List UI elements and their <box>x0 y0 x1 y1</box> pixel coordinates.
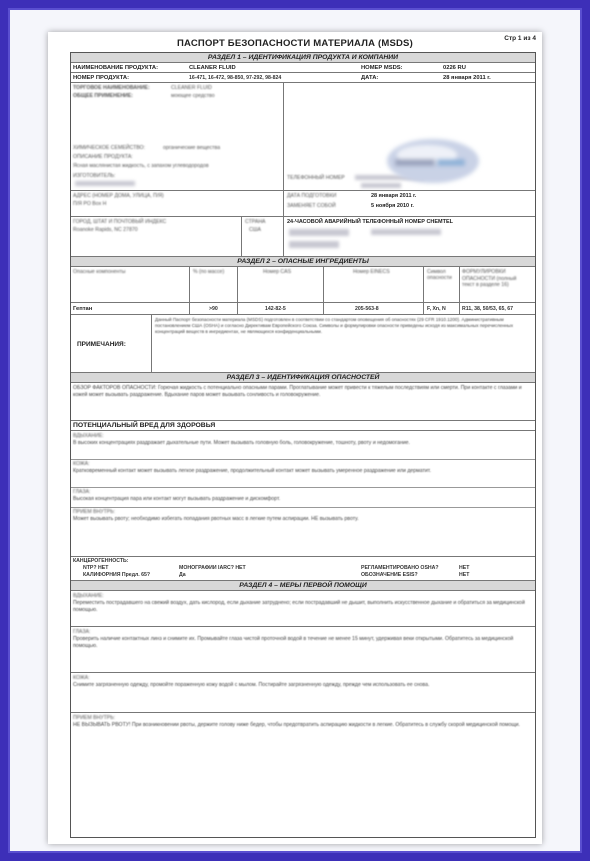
chem-family-value: органические вещества <box>163 145 221 151</box>
chem-family-label: ХИМИЧЕСКОЕ СЕМЕЙСТВО: <box>73 145 146 151</box>
section2-heading: РАЗДЕЛ 2 – ОПАСНЫЕ ИНГРЕДИЕНТЫ <box>71 257 535 267</box>
esis-value: НЕТ <box>459 572 470 578</box>
general-use-label: ОБЩЕЕ ПРИМЕНЕНИЕ: <box>73 93 133 99</box>
col-symbol: Символ опасности <box>427 269 452 281</box>
fa-skin-label: КОЖА: <box>73 675 90 681</box>
osha-label: РЕГЛАМЕНТИРОВАНО OSHA? <box>361 565 439 571</box>
msds-document <box>48 32 542 844</box>
msds-number-label: НОМЕР MSDS: <box>361 65 403 71</box>
california-label: КАЛИФОРНИЯ Предл. 65? <box>83 572 151 578</box>
fa-skin <box>71 673 535 713</box>
overview-text: ОБЗОР ФАКТОРОВ ОПАСНОСТИ: Горючая жидкость с потенциально опасными парами. Проглатывание может привести к тяжелым последствиям или смерти. При контакте с глазами и кожей может вызывать раздражение. Вдыхание паров может вызывать сонливость и головокружение. <box>73 385 522 398</box>
notes-label: ПРИМЕЧАНИЯ: <box>77 341 126 348</box>
carcinogenicity-label: КАНЦЕРОГЕННОСТЬ: <box>73 558 129 564</box>
health-heading: ПОТЕНЦИАЛЬНЫЙ ВРЕД ДЛЯ ЗДОРОВЬЯ <box>73 422 216 429</box>
ingredient-phrases: R11, 38, 50/53, 65, 67 <box>462 306 514 312</box>
california-value: Да <box>179 572 186 578</box>
fa-eyes-label: ГЛАЗА: <box>73 629 91 635</box>
prep-date-label: ДАТА ПОДГОТОВКИ <box>287 193 337 199</box>
fa-ingestion-text: НЕ ВЫЗЫВАТЬ РВОТУ! При возникновении рвоты, держите голову ниже бедер, чтобы предотвратить аспирацию жидкости в легкие. Обратитесь в службу скорой медицинской помощи. <box>73 722 520 728</box>
col-components: Опасные компоненты <box>73 269 126 275</box>
city-value: Roanoke Rapids, NC 27870 <box>73 227 138 233</box>
ingredient-einecs: 205-563-8 <box>355 306 379 312</box>
page-frame <box>10 10 580 851</box>
date-label: ДАТА: <box>361 75 379 81</box>
trade-name-label: ТОРГОВОЕ НАИМЕНОВАНИЕ: <box>73 85 150 91</box>
city-row <box>71 217 535 257</box>
eyes-text: Высокая концентрация пара или контакт могут вызывать раздражение и дискомфорт. <box>73 496 281 502</box>
iarc-label: МОНОГРАФИИ IARC? НЕТ <box>179 565 246 571</box>
notes-row <box>71 315 535 373</box>
address-row <box>71 191 535 217</box>
product-number-label: НОМЕР ПРОДУКТА: <box>73 75 130 81</box>
msds-table <box>70 52 536 838</box>
ingredient-symbol: F, Xn, N <box>427 306 446 312</box>
company-logo-icon <box>371 125 491 195</box>
document-title: ПАСПОРТ БЕЗОПАСНОСТИ МАТЕРИАЛА (MSDS) <box>177 38 413 49</box>
fa-ingestion <box>71 713 535 753</box>
fa-inhalation-text: Переместить пострадавшего на свежий воздух, дать кислород, если дыхание затруднено; если пострадавший не дышит, выполнить искусственное дыхание и обратиться за медицинской помощью. <box>73 600 525 613</box>
skin-label: КОЖА: <box>73 461 90 467</box>
date-value: 28 января 2011 г. <box>443 75 491 81</box>
fa-ingestion-label: ПРИЕМ ВНУТРЬ: <box>73 715 116 721</box>
ingredients-header <box>71 267 535 303</box>
ingestion-label: ПРИЕМ ВНУТРЬ: <box>73 509 116 515</box>
prep-date-value: 28 января 2011 г. <box>371 193 417 199</box>
fa-inhalation <box>71 591 535 627</box>
supersedes-label: ЗАМЕНЯЕТ СОБОЙ <box>287 203 336 209</box>
section4-heading: РАЗДЕЛ 4 – МЕРЫ ПЕРВОЙ ПОМОЩИ <box>71 581 535 591</box>
address-label: АДРЕС (НОМЕР ДОМА, УЛИЦА, П/Я) <box>73 193 164 199</box>
country-label: СТРАНА <box>245 219 266 225</box>
description-label: ОПИСАНИЕ ПРОДУКТА: <box>73 154 133 160</box>
fa-eyes <box>71 627 535 673</box>
col-einecs: Номер EINECS <box>353 269 390 275</box>
general-use-value: моющее средство <box>171 93 215 99</box>
skin-text: Кратковременный контакт может вызывать легкое раздражение, продолжительный контакт может вызывать умеренное раздражение или дерматит. <box>73 468 432 474</box>
fa-skin-text: Снимите загрязненную одежду, промойте пораженную кожу водой с мылом. Постирайте загрязненную одежду, прежде чем использовать ее снова. <box>73 682 430 688</box>
ntp-label: NTP? НЕТ <box>83 565 109 571</box>
section3-heading: РАЗДЕЛ 3 – ИДЕНТИФИКАЦИЯ ОПАСНОСТЕЙ <box>71 373 535 383</box>
redacted-emergency-1 <box>289 229 349 236</box>
ingredient-cas: 142-82-5 <box>265 306 286 312</box>
msds-number-value: 0226 RU <box>443 65 466 71</box>
page-number: Стр 1 из 4 <box>504 35 536 42</box>
redacted-emergency-3 <box>371 229 441 235</box>
col-percent: % (по массе) <box>193 269 225 275</box>
carcinogenicity-row <box>71 557 535 581</box>
fa-inhalation-label: ВДЫХАНИЕ: <box>73 593 104 599</box>
product-name-row <box>71 63 535 73</box>
ingredient-percent: >90 <box>209 306 218 312</box>
col-cas: Номер CAS <box>263 269 292 275</box>
inhalation-label: ВДЫХАНИЕ: <box>73 433 104 439</box>
redacted-emergency-2 <box>289 241 339 248</box>
ingredient-row <box>71 303 535 315</box>
product-name-label: НАИМЕНОВАНИЕ ПРОДУКТА: <box>73 65 159 71</box>
health-effects <box>71 431 535 557</box>
notes-text: Данный Паспорт безопасности материала (MSDS) подготовлен в соответствии со стандартом оповещения об опасностях (29 CFR 1910.1200). Административным постановлением США (OSHA) и согласно Директивам Европейского Союза. Символы и формулировки опасности приведены исходя из максимальных перечисленных концентраций веществ в ингредиентах, не являющихся конфиденциальными. <box>155 317 514 334</box>
hazard-overview <box>71 383 535 421</box>
ingredient-name: Гептан <box>73 306 93 312</box>
col-phrases: ФОРМУЛИРОВКИ ОПАСНОСТИ (полный текст в разделе 16) <box>462 269 517 288</box>
country-value: США <box>249 227 261 233</box>
redacted-manufacturer <box>75 181 135 186</box>
eyes-label: ГЛАЗА: <box>73 489 91 495</box>
phone-label: ТЕЛЕФОННЫЙ НОМЕР <box>287 175 345 181</box>
product-number-row <box>71 73 535 83</box>
supersedes-value: 5 ноября 2010 г. <box>371 203 414 209</box>
osha-value: НЕТ <box>459 565 470 571</box>
product-name-value: CLEANER FLUID <box>189 65 236 71</box>
manufacturer-label: ИЗГОТОВИТЕЛЬ: <box>73 173 116 179</box>
city-label: ГОРОД, ШТАТ И ПОЧТОВЫЙ ИНДЕКС <box>73 219 167 225</box>
emergency-label: 24-ЧАСОВОЙ АВАРИЙНЫЙ ТЕЛЕФОННЫЙ НОМЕР CHEMTEL <box>287 219 454 225</box>
inhalation-text: В высоких концентрациях раздражает дыхательные пути. Может вызывать головную боль, головокружение, тошноту, рвоту и недомогание. <box>73 440 410 446</box>
health-heading-row <box>71 421 535 431</box>
section1-heading: РАЗДЕЛ 1 – ИДЕНТИФИКАЦИЯ ПРОДУКТА И КОМПАНИИ <box>71 53 535 63</box>
po-box: П/Я PO Box H <box>73 201 107 207</box>
trade-name-value: CLEANER FLUID <box>171 85 212 91</box>
product-number-value: 16-471, 16-472, 98-850, 97-292, 98-824 <box>189 75 282 81</box>
ingestion-text: Может вызывать рвоту; необходимо избегать попадания рвотных масс в легкие путем аспирации. НЕ вызывать рвоту. <box>73 516 359 522</box>
fa-eyes-text: Проверить наличие контактных линз и снимите их. Промывайте глаза чистой проточной водой в течение не менее 15 минут, удерживая веки открытыми. Обратитесь за медицинской помощью. <box>73 636 514 649</box>
description-value: Ясная маслянистая жидкость, с запахом углеводородов <box>73 163 209 169</box>
esis-label: ОБОЗНАЧЕНИЕ ESIS? <box>361 572 418 578</box>
